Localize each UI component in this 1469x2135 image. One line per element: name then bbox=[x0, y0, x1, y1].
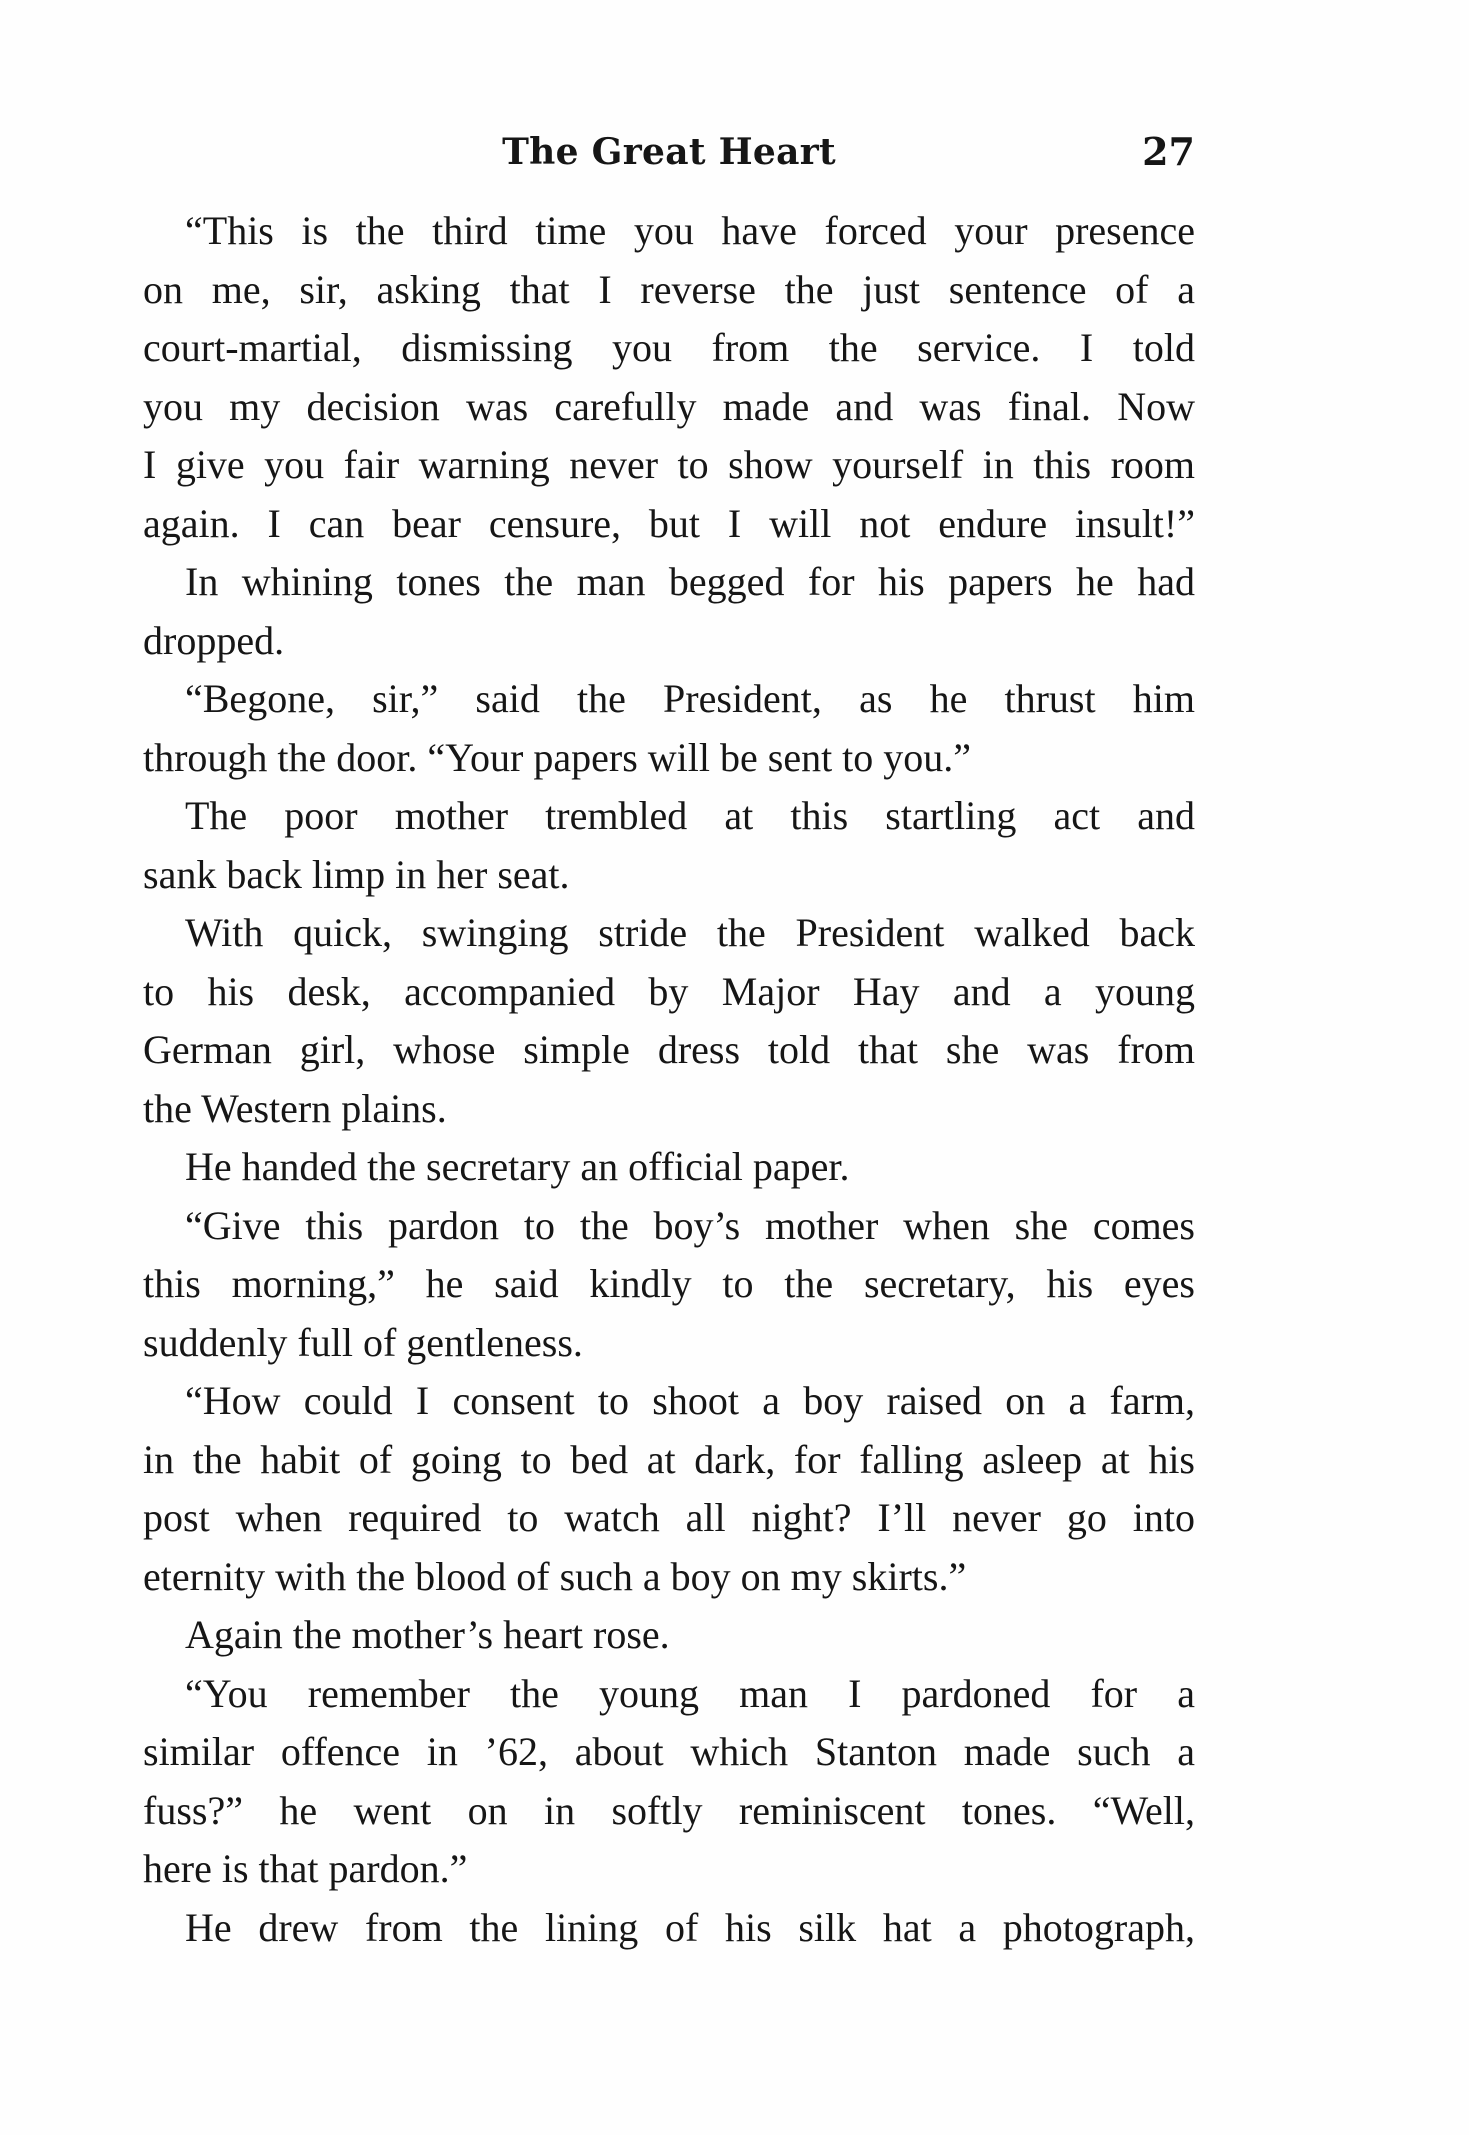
text-line: “How could I consent to shoot a boy raised on a farm, bbox=[185, 1378, 1195, 1423]
text-line: eternity with the blood of such a boy on my skirts.” bbox=[143, 1553, 967, 1599]
text-line: post when required to watch all night? I’ll never go into bbox=[143, 1495, 1195, 1540]
text-line: fuss?” he went on in softly reminiscent tones. “Well, bbox=[143, 1787, 1195, 1833]
text-line: on me, sir, asking that I reverse the just sentence of a bbox=[143, 266, 1195, 312]
text-line: the Western plains. bbox=[143, 1085, 447, 1131]
text-line: “You remember the young man I pardoned for a bbox=[185, 1670, 1195, 1716]
text-line: here is that pardon.” bbox=[143, 1846, 468, 1891]
paragraph bbox=[143, 670, 1195, 787]
paragraph bbox=[143, 1665, 1195, 1899]
text-line: suddenly full of gentleness. bbox=[143, 1319, 583, 1365]
text-line: He drew from the lining of his silk hat a photograph, bbox=[185, 1904, 1195, 1950]
text-line: through the door. “Your papers will be sent to you.” bbox=[143, 734, 972, 780]
text-line: dropped. bbox=[143, 617, 285, 663]
paragraph bbox=[143, 787, 1195, 904]
paragraph bbox=[143, 1138, 1195, 1197]
paragraph bbox=[143, 202, 1195, 553]
text-line: court-martial, dismissing you from the service. I told bbox=[143, 325, 1195, 370]
text-line: “Begone, sir,” said the President, as he thrust him bbox=[185, 676, 1195, 721]
text-line: again. I can bear censure, but I will not endure insult!” bbox=[143, 500, 1195, 546]
body-text bbox=[143, 202, 1195, 1957]
paragraph bbox=[143, 1197, 1195, 1373]
paragraph bbox=[143, 1899, 1195, 1958]
paragraph bbox=[143, 1372, 1195, 1606]
text-line: With quick, swinging stride the President walked back bbox=[185, 910, 1195, 955]
text-line: “Give this pardon to the boy’s mother when she comes bbox=[185, 1202, 1195, 1248]
text-line: you my decision was carefully made and was final. Now bbox=[143, 383, 1195, 429]
text-line: to his desk, accompanied by Major Hay and a young bbox=[143, 968, 1195, 1014]
running-head bbox=[143, 124, 1195, 180]
text-line: German girl, whose simple dress told that she was from bbox=[143, 1027, 1195, 1072]
text-line: In whining tones the man begged for his papers he had bbox=[185, 559, 1195, 604]
text-line: in the habit of going to bed at dark, for falling asleep at his bbox=[143, 1436, 1195, 1482]
paragraph bbox=[143, 904, 1195, 1138]
page-number: 27 bbox=[1142, 129, 1195, 174]
text-line: this morning,” he said kindly to the secretary, his eyes bbox=[143, 1261, 1195, 1306]
text-line: similar offence in ’62, about which Stanton made such a bbox=[143, 1729, 1195, 1774]
running-title: The Great Heart bbox=[502, 131, 836, 173]
text-line: I give you fair warning never to show yourself in this room bbox=[143, 442, 1195, 487]
paragraph bbox=[143, 553, 1195, 670]
text-line: The poor mother trembled at this startling act and bbox=[185, 793, 1195, 838]
paragraph bbox=[143, 1606, 1195, 1665]
text-line: “This is the third time you have forced your presence bbox=[185, 208, 1195, 253]
text-line: sank back limp in her seat. bbox=[143, 851, 570, 897]
text-line: He handed the secretary an official paper. bbox=[185, 1144, 850, 1189]
text-line: Again the mother’s heart rose. bbox=[185, 1612, 670, 1657]
